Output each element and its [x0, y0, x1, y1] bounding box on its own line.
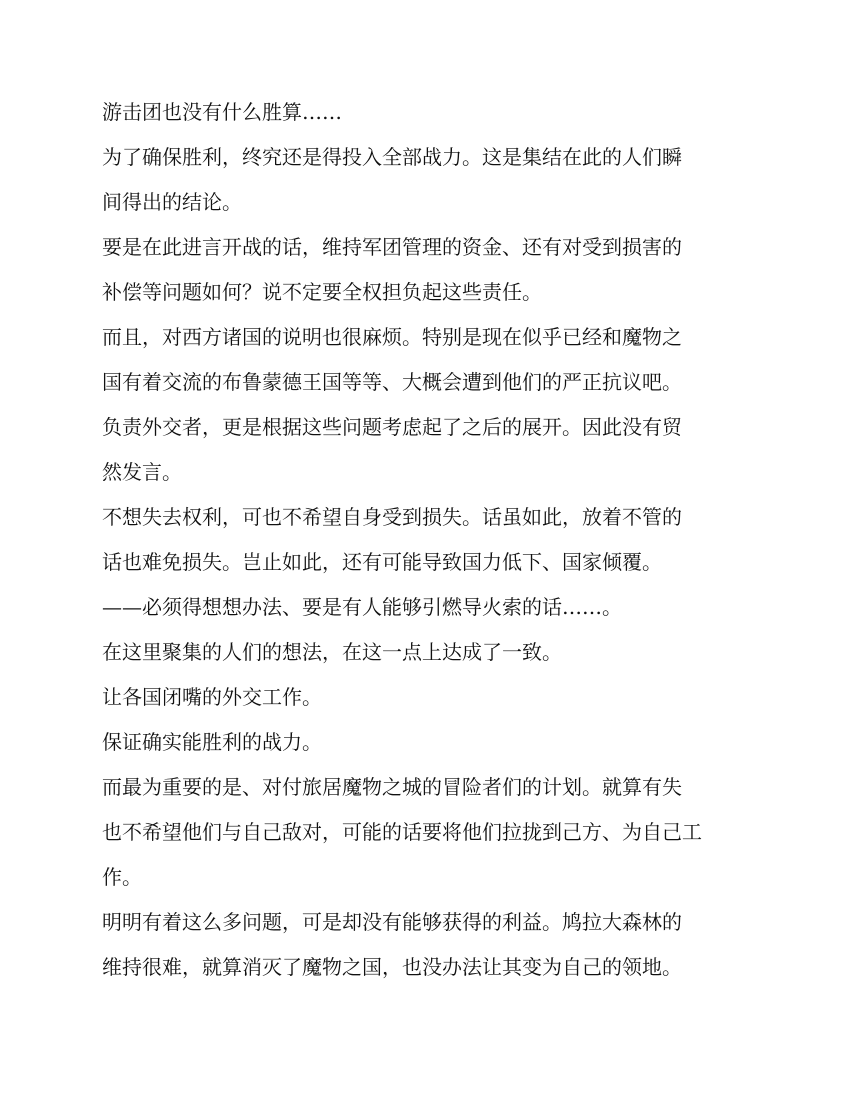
text-line: 而最为重要的是、对付旅居魔物之城的冒险者们的计划。就算有失 [102, 775, 682, 799]
text-line: 间得出的结论。 [102, 190, 242, 214]
text-line: 在这里聚集的人们的想法，在这一点上达成了一致。 [102, 640, 562, 664]
text-line: ——必须得想想办法、要是有人能够引燃导火索的话……。 [102, 595, 622, 619]
text-line: 而且，对西方诸国的说明也很麻烦。特别是现在似乎已经和魔物之 [102, 325, 682, 349]
text-line: 国有着交流的布鲁蒙德王国等等、大概会遭到他们的严正抗议吧。 [102, 370, 682, 394]
text-line: 也不希望他们与自己敌对，可能的话要将他们拉拢到己方、为自己工 [102, 820, 702, 844]
document-body [102, 90, 742, 990]
text-line: 作。 [102, 865, 142, 889]
text-line: 补偿等问题如何？说不定要全权担负起这些责任。 [102, 280, 542, 304]
text-line: 让各国闭嘴的外交工作。 [102, 685, 322, 709]
text-line: 为了确保胜利，终究还是得投入全部战力。这是集结在此的人们瞬 [102, 145, 682, 169]
text-line: 负责外交者，更是根据这些问题考虑起了之后的展开。因此没有贸 [102, 415, 682, 439]
text-line: 维持很难，就算消灭了魔物之国，也没办法让其变为自己的领地。 [102, 955, 682, 979]
text-line: 游击团也没有什么胜算…… [102, 100, 342, 124]
text-line: 明明有着这么多问题，可是却没有能够获得的利益。鸠拉大森林的 [102, 910, 682, 934]
text-line: 保证确实能胜利的战力。 [102, 730, 322, 754]
text-line: 话也难免损失。岂止如此，还有可能导致国力低下、国家倾覆。 [102, 550, 662, 574]
text-line: 不想失去权利，可也不希望自身受到损失。话虽如此，放着不管的 [102, 505, 682, 529]
text-line: 然发言。 [102, 460, 182, 484]
text-line: 要是在此进言开战的话，维持军团管理的资金、还有对受到损害的 [102, 235, 682, 259]
